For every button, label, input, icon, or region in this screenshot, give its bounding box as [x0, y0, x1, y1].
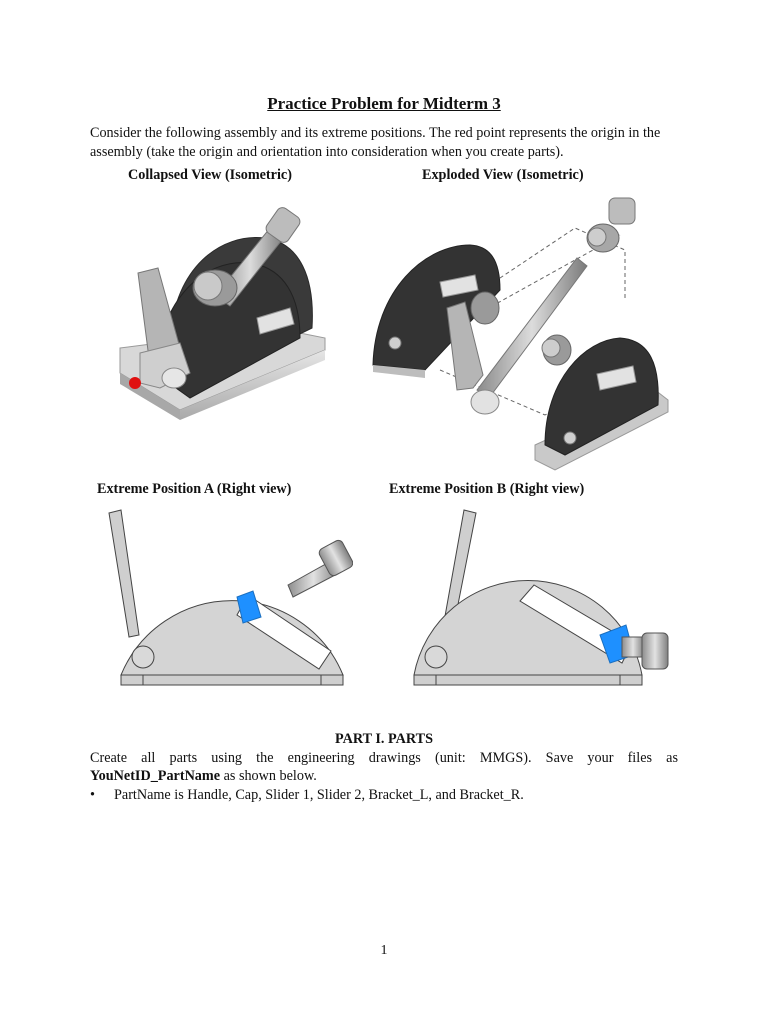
position-a-figure — [103, 505, 353, 700]
intro-paragraph: Consider the following assembly and its extreme positions. The red point represents the origin in the assembly (take the origin and orientation into consideration when you create parts). — [90, 125, 661, 160]
part1-para-bold: YouNetID_PartName — [90, 768, 221, 784]
page-number: 1 — [380, 943, 388, 958]
part1-heading: PART I. PARTS — [335, 731, 433, 747]
part1-para-text: Create all parts using the engineering drawings (unit: MMGS). Save your files as — [90, 750, 678, 766]
exploded-view-figure — [365, 190, 675, 475]
collapsed-view-figure — [100, 188, 335, 428]
part1-para-tail: as shown below. — [220, 768, 317, 784]
bullet-text: PartName is Handle, Cap, Slider 1, Slider 2, Bracket_L, and Bracket_R. — [114, 787, 524, 803]
position-b-figure — [410, 505, 672, 700]
exploded-view-caption: Exploded View (Isometric) — [422, 167, 584, 183]
position-b-caption: Extreme Position B (Right view) — [389, 481, 585, 497]
position-a-caption: Extreme Position A (Right view) — [97, 481, 292, 497]
origin-marker — [129, 377, 141, 389]
bullet-marker: • — [90, 787, 95, 803]
collapsed-view-caption: Collapsed View (Isometric) — [128, 167, 292, 183]
document-title: Practice Problem for Midterm 3 — [267, 94, 501, 113]
part1-paragraph — [90, 749, 678, 785]
